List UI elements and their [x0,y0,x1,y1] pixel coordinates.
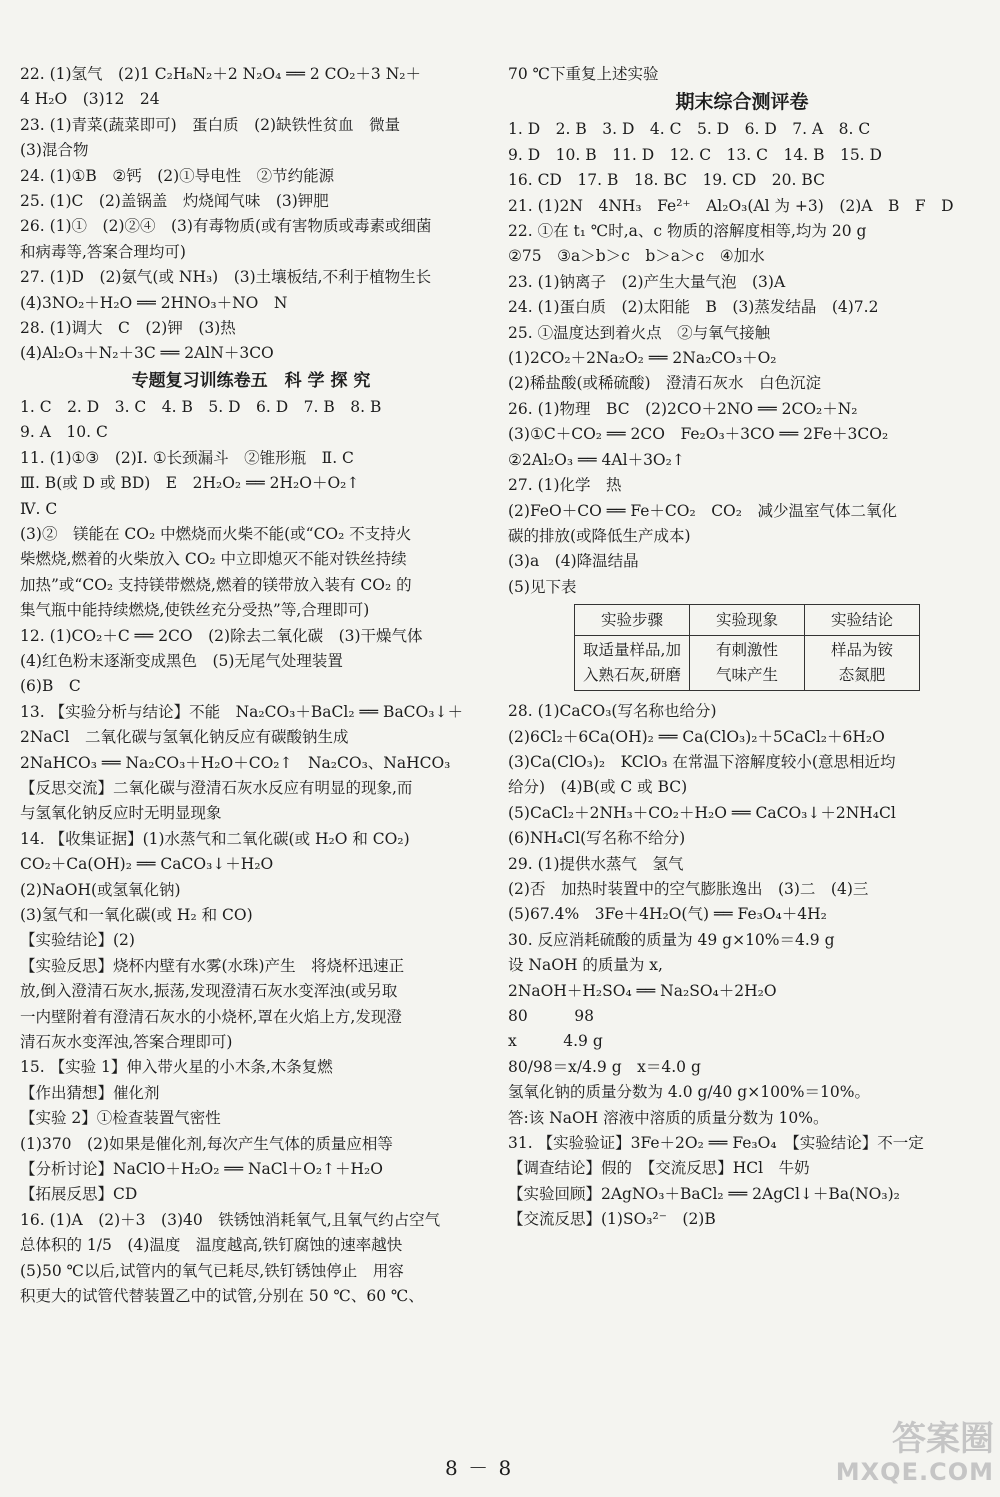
right-column-part-b [508,699,976,1233]
table-header: 实验结论 [805,605,920,636]
answer-line: 30. 反应消耗硫酸的质量为 49 g×10%＝4.9 g [508,930,835,949]
answer-line: 25. (1)C (2)盖锅盖 灼烧闻气味 (3)钾肥 [20,192,329,211]
answer-line: 27. (1)化学 热 [508,476,622,495]
answer-line: 清石灰水变浑浊,答案合理即可) [20,1033,233,1052]
answer-line: 加热”或“CO₂ 支持镁带燃烧,燃着的镁带放入装有 CO₂ 的 [20,575,412,594]
answer-line: 【实验结论】(2) [20,931,135,950]
answer-line: 70 ℃下重复上述实验 [508,65,659,83]
answer-line: 9. D 10. B 11. D 12. C 13. C 14. B 15. D [508,145,882,164]
answer-line: 25. ①温度达到着火点 ②与氧气接触 [508,323,771,342]
answer-line: 【分析讨论】NaClO＋H₂O₂ ══ NaCl＋O₂↑＋H₂O [20,1160,383,1179]
answer-line: 16. CD 17. B 18. BC 19. CD 20. BC [508,171,825,190]
answer-line: 设 NaOH 的质量为 x, [508,956,663,975]
page-number: 8 － 8 [445,1456,514,1480]
answer-line: 【实验 2】①检查装置气密性 [20,1109,221,1128]
answer-line: 与氢氧化钠反应时无明显现象 [20,804,222,823]
answer-line: 22. ①在 t₁ ℃时,a、c 物质的溶解度相等,均为 20 g [508,222,867,241]
answer-line: 2NaHCO₃ ══ Na₂CO₃＋H₂O＋CO₂↑ Na₂CO₃、NaHCO₃ [20,753,451,772]
answer-line: 总体积的 1/5 (4)温度 温度越高,铁钉腐蚀的速率越快 [20,1236,403,1255]
answer-line: 31. 【实验验证】3Fe＋2O₂ ══ Fe₃O₄ 【实验结论】不一定 [508,1134,924,1153]
answer-line: 23. (1)钠离子 (2)产生大量气泡 (3)A [508,272,786,291]
watermark-logo [836,1420,994,1486]
answer-line: 和病毒等,答案合理均可) [20,242,186,261]
answer-line: (3)混合物 [20,141,89,160]
answer-line: 22. (1)氢气 (2)1 C₂H₈N₂＋2 N₂O₄ ══ 2 CO₂＋3 N₂＋ [20,65,421,83]
answer-line: 29. (1)提供水蒸气 氢气 [508,854,684,873]
answer-line: 【调查结论】假的 【交流反思】HCl 牛奶 [508,1159,810,1178]
right-column-part-a [508,62,976,600]
answer-line: (1)2CO₂＋2Na₂O₂ ══ 2Na₂CO₃＋O₂ [508,349,777,368]
answer-line: (3)Ca(ClO₃)₂ KClO₃ 在常温下溶解度较小(意思相近均 [508,752,896,771]
table-header: 实验步骤 [575,605,690,636]
answer-line: Ⅲ. B(或 D 或 BD) E 2H₂O₂ ══ 2H₂O＋O₂↑ [20,474,360,493]
answer-line: (4)Al₂O₃＋N₂＋3C ══ 2AlN＋3CO [20,344,274,363]
answer-line: 14. 【收集证据】(1)水蒸气和二氧化碳(或 H₂O 和 CO₂) [20,829,410,848]
answer-line: 9. A 10. C [20,423,108,442]
answer-line: (3)a (4)降温结晶 [508,552,639,571]
answer-line: 2NaOH＋H₂SO₄ ══ Na₂SO₄＋2H₂O [508,981,777,1000]
answer-line: ②75 ③a＞b＞c b＞a＞c ④加水 [508,247,765,266]
answer-line: 【实验反思】烧杯内壁有水雾(水珠)产生 将烧杯迅速正 [20,956,405,975]
answer-line: 放,倒入澄清石灰水,振荡,发现澄清石灰水变浑浊(或另取 [20,982,398,1001]
answer-line: (1)370 (2)如果是催化剂,每次产生气体的质量应相等 [20,1134,393,1153]
answer-line: 28. (1)调大 C (2)钾 (3)热 [20,319,236,338]
answer-line: (2)NaOH(或氢氧化钠) [20,880,181,899]
answer-line: 答:该 NaOH 溶液中溶质的质量分数为 10%。 [508,1108,829,1127]
answer-line: 24. (1)蛋白质 (2)太阳能 B (3)蒸发结晶 (4)7.2 [508,298,879,317]
answer-line: 集气瓶中能持续燃烧,使铁丝充分受热”等,合理即可) [20,601,370,620]
answer-line: Ⅳ. C [20,499,58,518]
answer-line: 给分) (4)B(或 C 或 BC) [508,778,688,797]
right-column [508,62,976,1233]
table-cell-line: 样品为铵 [830,641,893,660]
answer-line: 28. (1)CaCO₃(写名称也给分) [508,702,717,721]
answer-line: (2)FeO＋CO ══ Fe＋CO₂ CO₂ 减少温室气体二氧化 [508,501,897,520]
answer-line: (3)② 镁能在 CO₂ 中燃烧而火柴不能(或“CO₂ 不支持火 [20,524,412,543]
answer-line: 11. (1)①③ (2)Ⅰ. ①长颈漏斗 ②锥形瓶 Ⅱ. C [20,448,354,467]
table-cell-line: 气味产生 [715,666,778,685]
table-header: 实验现象 [690,605,805,636]
answer-line: 柴燃烧,燃着的火柴放入 CO₂ 中立即熄灭不能对铁丝持续 [20,550,407,569]
answer-line: 碳的排放(或降低生产成本) [508,526,691,545]
answer-line: 【实验回顾】2AgNO₃＋BaCl₂ ══ 2AgCl↓＋Ba(NO₃)₂ [508,1184,900,1203]
table-cell [575,636,690,691]
answer-line: (2)6Cl₂＋6Ca(OH)₂ ══ Ca(ClO₃)₂＋5CaCl₂＋6H₂O [508,727,885,746]
answer-line: CO₂＋Ca(OH)₂ ══ CaCO₃↓＋H₂O [20,855,274,874]
answer-line: (6)NH₄Cl(写名称不给分) [508,829,686,848]
answer-line: 2NaCl 二氧化碳与氢氧化钠反应有碳酸钠生成 [20,728,349,747]
answer-line: 15. 【实验 1】伸入带火星的小木条,木条复燃 [20,1058,333,1077]
answer-line: 一内壁附着有澄清石灰水的小烧杯,罩在火焰上方,发现澄 [20,1007,402,1026]
answer-line: (3)①C＋CO₂ ══ 2CO Fe₂O₃＋3CO ══ 2Fe＋3CO₂ [508,425,889,444]
answer-line: 【作出猜想】催化剂 [20,1083,160,1102]
answer-line: (4)3NO₂＋H₂O ══ 2HNO₃＋NO N [20,293,288,312]
answer-line: (5)CaCl₂＋2NH₃＋CO₂＋H₂O ══ CaCO₃↓＋2NH₄Cl [508,803,896,822]
left-column [20,62,482,1310]
table-cell-line: 有刺激性 [715,641,778,660]
table-cell [690,636,805,691]
answer-line: (2)稀盐酸(或稀硫酸) 澄清石灰水 白色沉淀 [508,374,822,393]
answer-line: 【反思交流】二氧化碳与澄清石灰水反应有明显的现象,而 [20,778,413,797]
watermark-url: MXQE.COM [835,1458,994,1486]
answer-line: 13. 【实验分析与结论】不能 Na₂CO₃＋BaCl₂ ══ BaCO₃↓＋ [20,702,463,721]
section-heading: 专题复习训练卷五 科 学 探 究 [131,370,371,391]
experiment-table [574,604,920,691]
answer-line: (2)否 加热时装置中的空气膨胀逸出 (3)二 (4)三 [508,879,869,898]
answer-line: 80 98 [508,1007,594,1025]
answer-line: 氢氧化钠的质量分数为 4.0 g/40 g×100%＝10%。 [508,1083,870,1102]
answer-line: 21. (1)2N 4NH₃ Fe²⁺ Al₂O₃(Al 为 +3) (2)A B F D [508,196,954,215]
answer-line: ②2Al₂O₃ ══ 4Al＋3O₂↑ [508,450,685,469]
answer-line: 24. (1)①B ②钙 (2)①导电性 ②节约能源 [20,166,335,185]
answer-line: 23. (1)青菜(蔬菜即可) 蛋白质 (2)缺铁性贫血 微量 [20,115,401,134]
answer-line: (5)见下表 [508,577,577,596]
table-cell [805,636,920,691]
answer-line: (5)50 ℃以后,试管内的氧气已耗尽,铁钉锈蚀停止 用容 [20,1261,404,1280]
answer-line: 26. (1)① (2)②④ (3)有毒物质(或有害物质或毒素或细菌 [20,217,432,236]
table-cell-line: 入熟石灰,研磨 [583,666,681,685]
answer-line: x 4.9 g [508,1032,603,1051]
answer-line: (4)红色粉末逐渐变成黑色 (5)无尾气处理装置 [20,651,343,670]
answer-line: 积更大的试管代替装置乙中的试管,分别在 50 ℃、60 ℃、 [20,1287,424,1306]
answer-line: 1. C 2. D 3. C 4. B 5. D 6. D 7. B 8. B [20,397,382,416]
answer-line: (6)B C [20,677,81,696]
watermark-text: 答案圈 [892,1419,994,1459]
answer-line: 1. D 2. B 3. D 4. C 5. D 6. D 7. A 8. C [508,120,871,139]
answer-line: (3)氢气和一氧化碳(或 H₂ 和 CO) [20,906,253,924]
answer-line: 16. (1)A (2)＋3 (3)40 铁锈蚀消耗氧气,且氧气约占空气 [20,1210,441,1229]
answer-line: 12. (1)CO₂＋C ══ 2CO (2)除去二氧化碳 (3)干燥气体 [20,626,423,645]
table-cell-line: 取适量样品,加 [583,641,681,660]
answer-line: (5)67.4% 3Fe＋4H₂O(气) ══ Fe₃O₄＋4H₂ [508,905,827,924]
answer-line: 80/98＝x/4.9 g x＝4.0 g [508,1057,701,1076]
answer-line: 4 H₂O (3)12 24 [20,90,160,109]
section-heading: 期末综合测评卷 [675,91,809,114]
answer-line: 27. (1)D (2)氨气(或 NH₃) (3)土壤板结,不利于植物生长 [20,268,432,287]
answer-line: 【交流反思】(1)SO₃²⁻ (2)B [508,1210,716,1229]
answer-line: 【拓展反思】CD [20,1185,138,1204]
table-cell-line: 态氮肥 [838,666,886,685]
answer-line: 26. (1)物理 BC (2)2CO＋2NO ══ 2CO₂＋N₂ [508,399,858,418]
